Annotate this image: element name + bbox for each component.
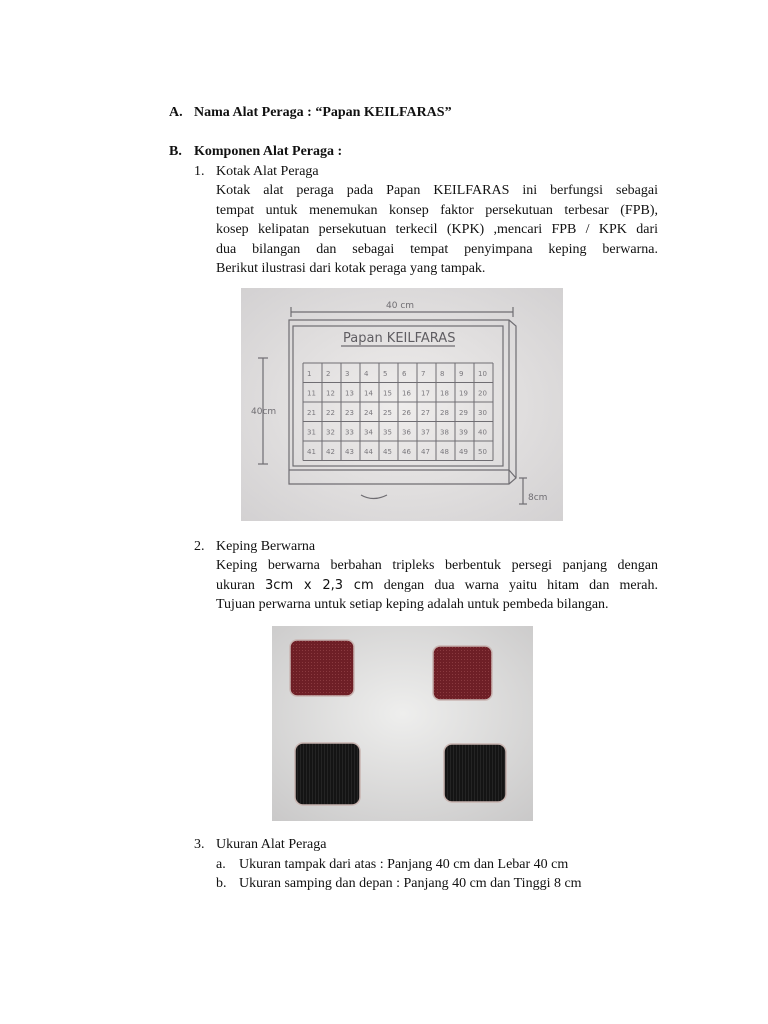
sketch-grid-number: 6 xyxy=(402,370,407,378)
sketch-grid-number: 12 xyxy=(326,389,335,398)
sketch-grid-number: 45 xyxy=(383,448,392,456)
sketch-grid-number: 14 xyxy=(364,389,373,398)
section-a-marker: A. xyxy=(169,105,183,120)
sketch-grid-number: 35 xyxy=(383,428,392,437)
item2-line xyxy=(216,576,658,596)
sketch-grid-number: 50 xyxy=(478,448,487,456)
sketch-grid-number: 30 xyxy=(478,409,487,417)
section-a-label: Nama Alat Peraga : xyxy=(194,105,312,120)
sketch-grid-number: 44 xyxy=(364,448,373,456)
black-chip xyxy=(444,744,506,802)
box-sketch-drawing xyxy=(241,288,563,521)
sketch-grid-number: 27 xyxy=(421,409,430,417)
chips-photo xyxy=(272,626,533,821)
sketch-grid-number: 48 xyxy=(440,448,449,456)
sketch-grid-number: 32 xyxy=(326,428,335,437)
sketch-grid-number: 7 xyxy=(421,370,426,378)
sketch-grid-number: 25 xyxy=(383,409,392,417)
sketch-grid-number: 28 xyxy=(440,409,449,417)
item3-heading: Ukuran Alat Peraga xyxy=(216,837,327,852)
sketch-grid-number: 38 xyxy=(440,428,449,437)
item2-line2-pre: ukuran xyxy=(216,577,255,593)
sketch-grid-number: 33 xyxy=(345,428,354,437)
sketch-grid-number: 5 xyxy=(383,370,388,378)
item1-heading: Kotak Alat Peraga xyxy=(216,164,319,179)
item2-number: 2. xyxy=(194,539,205,554)
sketch-grid-number: 31 xyxy=(307,428,316,437)
sketch-grid-number: 22 xyxy=(326,409,335,417)
sketch-grid-number: 2 xyxy=(326,370,331,378)
sketch-depth-label: 8cm xyxy=(528,493,548,503)
item1-line: dua bilangan dan sebagai tempat penyimpana keping berwarna. xyxy=(216,241,658,257)
item2-line2-post: dengan dua warna yaitu hitam dan merah. xyxy=(383,577,658,593)
item2-line: Keping berwarna berbahan tripleks berbentuk persegi panjang dengan xyxy=(216,558,658,573)
sketch-grid-number: 3 xyxy=(345,370,350,378)
section-b-marker: B. xyxy=(169,144,182,159)
sketch-grid-number: 43 xyxy=(345,448,354,456)
item2-heading: Keping Berwarna xyxy=(216,539,316,554)
sketch-width-label: 40 cm xyxy=(386,301,415,311)
chip-size: 3cm x 2,3 cm xyxy=(265,577,374,593)
item1-line: Berikut ilustrasi dari kotak peraga yang tampak. xyxy=(216,261,486,276)
sketch-grid-number: 42 xyxy=(326,448,335,456)
sketch-grid-number: 19 xyxy=(459,389,468,398)
black-chip xyxy=(295,743,360,805)
sketch-grid-number: 21 xyxy=(307,409,316,417)
sketch-grid-number: 47 xyxy=(421,448,430,456)
sketch-grid-number: 17 xyxy=(421,389,430,398)
item1-line: kosep kelipatan persekutuan terkecil (KPK) ,mencari FPB / KPK dari xyxy=(216,222,658,237)
item2-line: Tujuan perwarna untuk setiap keping adalah untuk pembeda bilangan. xyxy=(216,597,609,612)
item3-number: 3. xyxy=(194,837,205,852)
box-sketch-photo xyxy=(241,288,563,521)
sketch-grid-number: 37 xyxy=(421,428,430,437)
section-a-heading xyxy=(194,103,452,123)
sketch-grid-number: 39 xyxy=(459,428,468,437)
sketch-grid-number: 26 xyxy=(402,409,411,417)
sketch-grid-number: 16 xyxy=(402,389,411,398)
item3-sub-a-text: Ukuran tampak dari atas : Panjang 40 cm dan Lebar 40 cm xyxy=(239,857,569,872)
chips-drawing xyxy=(272,626,533,821)
item1-number: 1. xyxy=(194,164,205,179)
sketch-grid-number: 9 xyxy=(459,370,464,378)
sketch-grid-number: 15 xyxy=(383,389,392,398)
sketch-grid-number: 8 xyxy=(440,370,445,378)
sketch-grid-number: 29 xyxy=(459,409,468,417)
section-a-title: “Papan KEILFARAS” xyxy=(315,105,452,120)
item2-paragraph xyxy=(216,556,658,615)
sketch-grid-number: 46 xyxy=(402,448,411,456)
sketch-grid-number: 1 xyxy=(307,370,312,378)
item3-sub-b-text: Ukuran samping dan depan : Panjang 40 cm dan Tinggi 8 cm xyxy=(239,876,582,891)
sketch-grid-number: 36 xyxy=(402,428,411,437)
item3-sub-a-marker: a. xyxy=(216,857,226,872)
sketch-grid-number: 24 xyxy=(364,409,373,417)
item1-paragraph xyxy=(216,181,658,279)
item1-line: Kotak alat peraga pada Papan KEILFARAS ini berfungsi sebagai xyxy=(216,183,658,198)
sketch-title: Papan KEILFARAS xyxy=(343,331,456,346)
sketch-grid-number: 40 xyxy=(478,428,487,437)
sketch-grid-number: 4 xyxy=(364,370,369,378)
item1-line: tempat untuk menemukan konsep faktor persekutuan terbesar (FPB), xyxy=(216,202,658,218)
section-b-title: Komponen Alat Peraga : xyxy=(194,144,343,159)
sketch-height-label: 40cm xyxy=(251,407,277,417)
sketch-grid-number: 11 xyxy=(307,389,316,398)
sketch-grid-number: 49 xyxy=(459,448,468,456)
sketch-grid-number: 34 xyxy=(364,428,373,437)
sketch-grid-number: 23 xyxy=(345,409,354,417)
sketch-grid-number: 41 xyxy=(307,448,316,456)
sketch-grid-number: 13 xyxy=(345,389,354,398)
sketch-grid-number: 10 xyxy=(478,370,487,378)
item3-sub-b-marker: b. xyxy=(216,876,227,891)
sketch-grid-number: 20 xyxy=(478,389,487,398)
sketch-grid-number: 18 xyxy=(440,389,449,398)
red-chip xyxy=(290,640,354,696)
red-chip xyxy=(433,646,492,700)
